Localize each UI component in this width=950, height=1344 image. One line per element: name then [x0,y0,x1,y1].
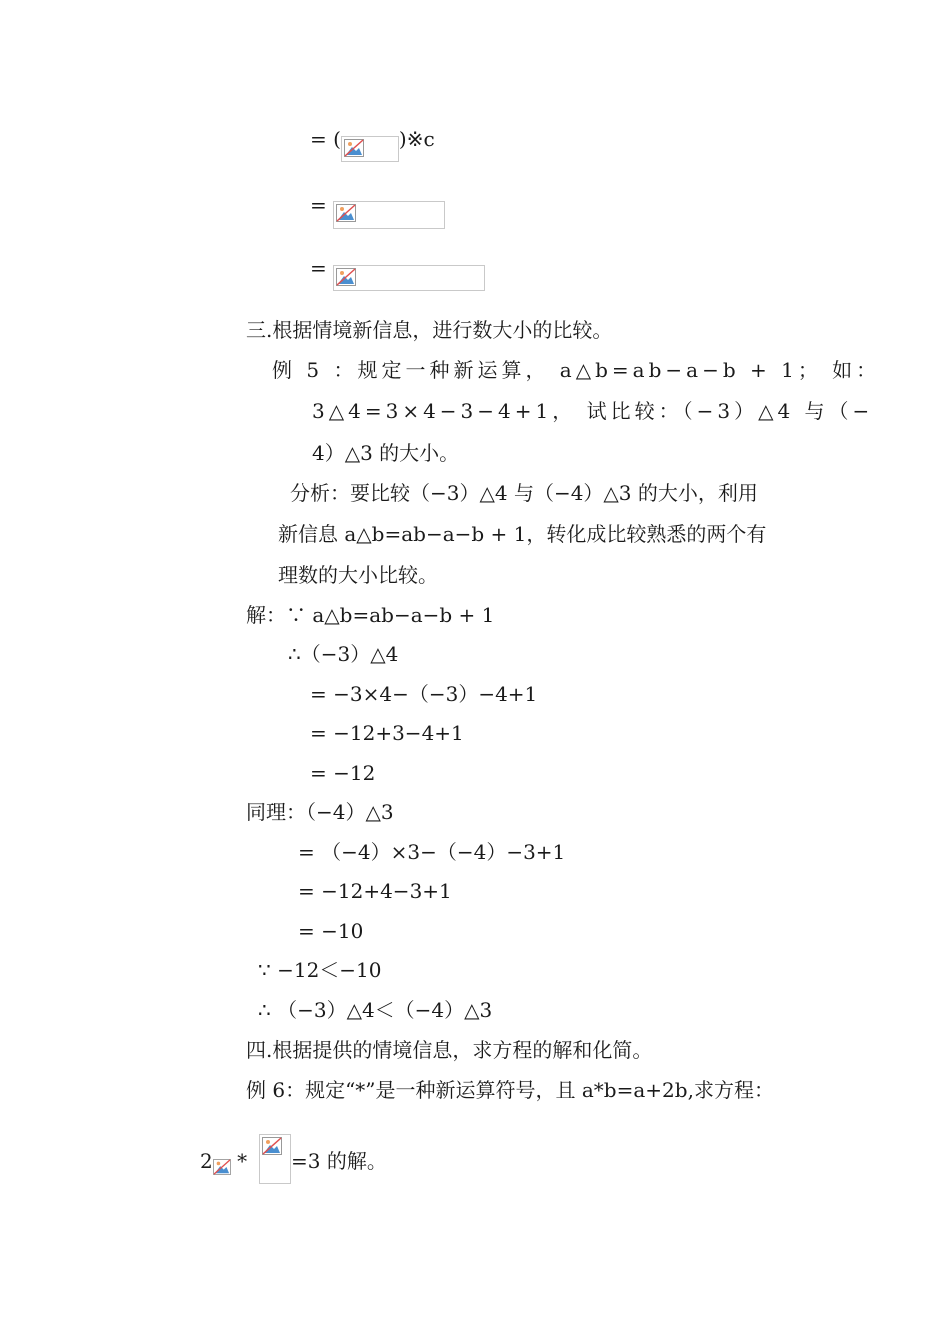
similarly-line-4: = −10 [298,919,364,943]
solution-line-5: = −12 [310,761,376,785]
similarly-line-3: = −12+4−3+1 [298,879,452,903]
compare-line-2: ∴ （−3）△4＜（−4）△3 [258,998,493,1022]
section-3-heading: 三.根据情境新信息，进行数大小的比较。 [246,318,613,342]
example-6-line-2-end: =3 的解。 [291,1149,387,1173]
equation-line-3 [310,255,485,283]
similarly-line-2: = （−4）×3−（−4）−3+1 [298,840,566,864]
solution-line-1: 解：∵ a△b=ab−a−b + 1 [246,603,495,627]
solution-line-3: = −3×4−（−3）−4+1 [310,682,538,706]
example-6-line-2 [200,1148,247,1174]
image-placeholder [259,1134,291,1184]
equation-text: = [310,256,327,280]
equation-text: )※c [398,127,435,151]
solution-line-2: ∴（−3）△4 [288,642,399,666]
broken-image-icon [341,136,399,162]
example-5-line-1: 例 5 ：规定一种新运算， a△b=ab−a−b + 1； 如： [272,358,881,382]
similarly-line-1: 同理：（−4）△3 [246,800,394,824]
example-6-line-1: 例 6：规定“*”是一种新运算符号，且 a*b=a+2b,求方程： [246,1078,774,1102]
equation-line-1 [310,126,435,154]
equation-line-2 [310,192,445,221]
broken-image-icon [333,265,485,291]
analysis-line-1: 分析：要比较（−3）△4 与（−4）△3 的大小，利用 [290,481,758,505]
equation-text: = [310,193,327,217]
section-4-heading: 四.根据提供的情境信息，求方程的解和化简。 [246,1038,653,1062]
compare-line-1: ∵ −12＜−10 [258,958,382,982]
broken-image-icon [213,1155,231,1171]
equation-text: * [230,1149,248,1173]
broken-image-icon [333,201,445,229]
analysis-line-2: 新信息 a△b=ab−a−b + 1，转化成比较熟悉的两个有 [278,522,767,546]
broken-image-icon [262,1137,282,1155]
equation-text: 2 [200,1149,213,1173]
example-5-line-2: 3△4=3×4−3−4+1， 试比较：（−3）△4 与（− [312,399,874,423]
solution-line-4: = −12+3−4+1 [310,721,464,745]
example-5-line-3: 4）△3 的大小。 [312,441,460,465]
equation-text: = ( [310,127,341,151]
analysis-line-3: 理数的大小比较。 [278,563,438,587]
